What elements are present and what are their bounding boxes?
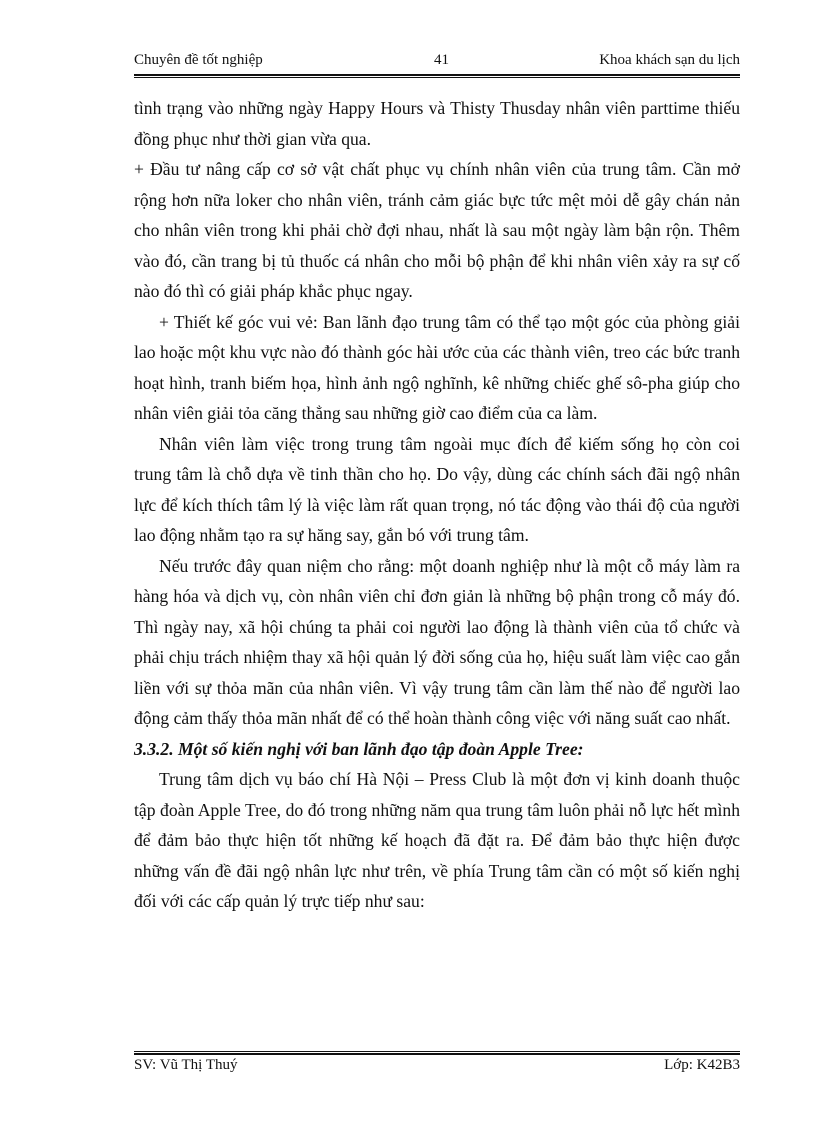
body-text [134, 93, 740, 917]
header-page-number: 41 [434, 52, 449, 68]
footer-student-name: SV: Vũ Thị Thuý [134, 1057, 238, 1073]
footer-class: Lớp: K42B3 [664, 1057, 740, 1073]
paragraph: + Thiết kế góc vui vẻ: Ban lãnh đạo trung tâm có thể tạo một góc của phòng giải lao hoặc một khu vực nào đó thành góc hài ước của các thành viên, treo các bức tranh hoạt hình, tranh biếm họa, hình ảnh ngộ nghĩnh, kê những chiếc ghế sô-pha giúp cho nhân viên giải tỏa căng thẳng sau những giờ cao điểm của ca làm. [134, 311, 740, 423]
paragraph: + Đầu tư nâng cấp cơ sở vật chất phục vụ chính nhân viên của trung tâm. Cần mở rộng hơn nữa loker cho nhân viên, tránh cảm giác bực tức mệt mỏi dễ gây chán nản cho nhân viên trong khi phải chờ đợi nhau, nhất là sau một ngày làm bận rộn. Thêm vào đó, cần trang bị tủ thuốc cá nhân cho mỗi bộ phận để khi nhân viên xảy ra sự cố nào đó thì có giải pháp khắc phục ngay. [134, 159, 740, 301]
header-rule [134, 74, 740, 78]
page-header [134, 50, 740, 70]
header-left-title: Chuyên đề tốt nghiệp [134, 52, 263, 68]
paragraph: Nhân viên làm việc trong trung tâm ngoài mục đích để kiếm sống họ còn coi trung tâm là chỗ dựa về tinh thần cho họ. Do vậy, dùng các chính sách đãi ngộ nhân lực để kích thích tâm lý là việc làm rất quan trọng, nó tác động vào thái độ của người lao động nhằm tạo ra sự hăng say, gắn bó với trung tâm. [134, 433, 740, 545]
paragraph: tình trạng vào những ngày Happy Hours và Thisty Thusday nhân viên parttime thiếu đồng phục như thời gian vừa qua. [134, 98, 740, 149]
paragraph: Nếu trước đây quan niệm cho rằng: một doanh nghiệp như là một cỗ máy làm ra hàng hóa và dịch vụ, còn nhân viên chỉ đơn giản là những bộ phận trong cỗ máy đó. Thì ngày nay, xã hội chúng ta phải coi người lao động là thành viên của tổ chức và phải chịu trách nhiệm thay xã hội quản lý đời sống của họ, hiệu suất làm việc cao gắn liền với sự thỏa mãn của nhân viên. Vì vậy trung tâm cần làm thế nào để người lao động cảm thấy thỏa mãn nhất để có thể hoàn thành công việc với năng suất cao nhất. [134, 555, 740, 728]
section-heading: 3.3.2. Một số kiến nghị với ban lãnh đạo tập đoàn Apple Tree: [134, 738, 584, 759]
header-right-title: Khoa khách sạn du lịch [599, 52, 740, 68]
page-footer [134, 1055, 740, 1075]
paragraph: Trung tâm dịch vụ báo chí Hà Nội – Press Club là một đơn vị kinh doanh thuộc tập đoàn Apple Tree, do đó trong những năm qua trung tâm luôn phải nỗ lực hết mình để đảm bảo thực hiện tốt những kế hoạch đã đặt ra. Để đảm bảo thực hiện được những vấn đề đãi ngộ nhân lực như trên, về phía Trung tâm cần có một số kiến nghị đối với các cấp quản lý trực tiếp như sau: [134, 769, 740, 911]
